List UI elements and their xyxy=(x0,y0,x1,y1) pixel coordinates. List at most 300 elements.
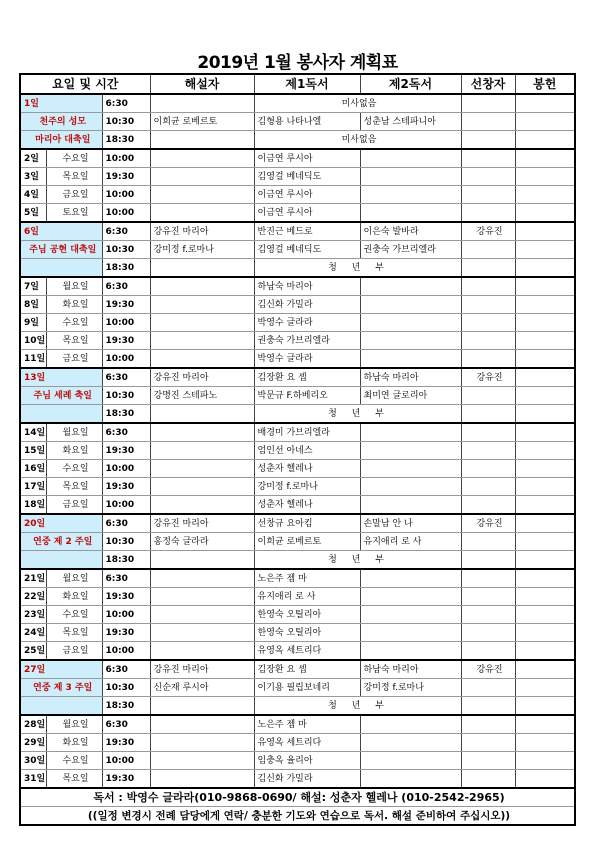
commentator-cell xyxy=(150,423,254,442)
reading2-cell: 최미연 글로리아 xyxy=(360,387,461,405)
mass-time: 18:30 xyxy=(102,405,150,424)
sunday-row xyxy=(20,679,575,697)
commentator-cell xyxy=(150,496,254,515)
reading2-cell xyxy=(360,296,461,314)
reading1-cell: 강미정 f.로마나 xyxy=(254,478,360,496)
mass-time: 6:30 xyxy=(102,660,150,679)
weekday-date: 16일 xyxy=(20,460,46,478)
cantor-cell xyxy=(461,442,515,460)
weekday-name: 목요일 xyxy=(46,332,102,350)
weekday-row xyxy=(20,149,575,168)
cantor-cell xyxy=(461,204,515,223)
commentator-cell: 이희균 로베르토 xyxy=(150,113,254,131)
cantor-cell xyxy=(461,588,515,606)
cantor-cell: 강유진 xyxy=(461,660,515,679)
sunday-feast-label: 주님 공현 대축일 xyxy=(20,241,102,259)
offertory-cell xyxy=(515,551,575,570)
weekday-date: 18일 xyxy=(20,496,46,515)
reading1-cell: 노은주 젬 마 xyxy=(254,569,360,588)
sunday-date: 27일 xyxy=(20,660,102,679)
cantor-cell xyxy=(461,496,515,515)
weekday-date: 11일 xyxy=(20,350,46,369)
sunday-row xyxy=(20,222,575,241)
offertory-cell xyxy=(515,734,575,752)
reading1-cell: 유영옥 세트리다 xyxy=(254,734,360,752)
reading2-cell: 하남숙 마리아 xyxy=(360,368,461,387)
header-time: 요일 및 시간 xyxy=(20,74,150,94)
reading1-cell: 권충숙 가브리엘라 xyxy=(254,332,360,350)
cantor-cell xyxy=(461,149,515,168)
reading2-cell xyxy=(360,606,461,624)
commentator-cell xyxy=(150,168,254,186)
mass-time: 6:30 xyxy=(102,368,150,387)
sunday-feast-label xyxy=(20,405,102,424)
sunday-date: 13일 xyxy=(20,368,102,387)
reading2-cell: 유지애리 로 사 xyxy=(360,533,461,551)
mass-time: 19:30 xyxy=(102,734,150,752)
header-reading2: 제2독서 xyxy=(360,74,461,94)
mass-time: 10:30 xyxy=(102,533,150,551)
weekday-date: 23일 xyxy=(20,606,46,624)
reading1-cell: 김영걸 베네딕도 xyxy=(254,241,360,259)
sunday-feast-label: 마리아 대축일 xyxy=(20,131,102,150)
weekday-row xyxy=(20,277,575,296)
mass-time: 19:30 xyxy=(102,442,150,460)
reading2-cell xyxy=(360,277,461,296)
weekday-name: 수요일 xyxy=(46,606,102,624)
reading2-cell xyxy=(360,314,461,332)
header-reading1: 제1독서 xyxy=(254,74,360,94)
cantor-cell xyxy=(461,332,515,350)
sunday-feast-label: 주님 세례 축일 xyxy=(20,387,102,405)
sunday-date: 20일 xyxy=(20,514,102,533)
weekday-date: 3일 xyxy=(20,168,46,186)
cantor-cell xyxy=(461,734,515,752)
reading2-cell xyxy=(360,752,461,770)
mass-time: 6:30 xyxy=(102,514,150,533)
offertory-cell xyxy=(515,186,575,204)
weekday-row xyxy=(20,423,575,442)
cantor-cell xyxy=(461,423,515,442)
reading1-cell: 유영옥 세트리다 xyxy=(254,642,360,661)
reading2-cell xyxy=(360,204,461,223)
reading1-cell: 유지애리 로 사 xyxy=(254,588,360,606)
commentator-cell xyxy=(150,460,254,478)
weekday-date: 10일 xyxy=(20,332,46,350)
sunday-row xyxy=(20,514,575,533)
weekday-row xyxy=(20,314,575,332)
weekday-name: 화요일 xyxy=(46,734,102,752)
mass-time: 10:30 xyxy=(102,679,150,697)
reading1-cell: 김영걸 베네딕도 xyxy=(254,168,360,186)
weekday-row xyxy=(20,496,575,515)
sunday-feast-label: 연중 제 2 주일 xyxy=(20,533,102,551)
weekday-date: 2일 xyxy=(20,149,46,168)
merged-note: 청 년 부 xyxy=(254,259,461,278)
reading2-cell xyxy=(360,770,461,789)
sunday-row xyxy=(20,131,575,150)
reading1-cell: 노은주 젬 마 xyxy=(254,715,360,734)
weekday-row xyxy=(20,350,575,369)
cantor-cell xyxy=(461,642,515,661)
sunday-row xyxy=(20,259,575,278)
mass-time: 6:30 xyxy=(102,715,150,734)
weekday-row xyxy=(20,460,575,478)
footer-contacts: 독서 : 박영수 글라라(010-9868-0690/ 해설: 성춘자 헬레나 (010-2542-2965) xyxy=(20,788,575,807)
mass-time: 19:30 xyxy=(102,588,150,606)
offertory-cell xyxy=(515,679,575,697)
cantor-cell xyxy=(461,277,515,296)
weekday-name: 월요일 xyxy=(46,569,102,588)
sunday-row xyxy=(20,94,575,113)
weekday-date: 15일 xyxy=(20,442,46,460)
commentator-cell xyxy=(150,296,254,314)
weekday-date: 17일 xyxy=(20,478,46,496)
cantor-cell xyxy=(461,131,515,150)
weekday-name: 월요일 xyxy=(46,423,102,442)
reading1-cell: 김장환 요 셉 xyxy=(254,368,360,387)
weekday-name: 금요일 xyxy=(46,350,102,369)
commentator-cell xyxy=(150,624,254,642)
commentator-cell: 강유진 마리아 xyxy=(150,660,254,679)
mass-time: 6:30 xyxy=(102,569,150,588)
reading1-cell: 김형용 나타나엘 xyxy=(254,113,360,131)
commentator-cell xyxy=(150,94,254,113)
cantor-cell xyxy=(461,241,515,259)
cantor-cell: 강유진 xyxy=(461,514,515,533)
offertory-cell xyxy=(515,660,575,679)
offertory-cell xyxy=(515,496,575,515)
weekday-row xyxy=(20,569,575,588)
cantor-cell xyxy=(461,752,515,770)
commentator-cell xyxy=(150,606,254,624)
weekday-date: 31일 xyxy=(20,770,46,789)
offertory-cell xyxy=(515,533,575,551)
mass-time: 19:30 xyxy=(102,624,150,642)
sunday-feast-label xyxy=(20,551,102,570)
mass-time: 10:00 xyxy=(102,642,150,661)
offertory-cell xyxy=(515,241,575,259)
mass-time: 10:00 xyxy=(102,314,150,332)
footer-row-notice xyxy=(20,807,575,826)
offertory-cell xyxy=(515,423,575,442)
reading1-cell: 하남숙 마리아 xyxy=(254,277,360,296)
merged-note: 미사없음 xyxy=(254,94,461,113)
sunday-feast-label: 연중 제 3 주일 xyxy=(20,679,102,697)
commentator-cell xyxy=(150,697,254,716)
reading1-cell: 임충옥 율리아 xyxy=(254,752,360,770)
mass-time: 10:00 xyxy=(102,752,150,770)
reading2-cell xyxy=(360,168,461,186)
cantor-cell xyxy=(461,314,515,332)
reading2-cell xyxy=(360,569,461,588)
offertory-cell xyxy=(515,606,575,624)
weekday-name: 금요일 xyxy=(46,496,102,515)
weekday-name: 화요일 xyxy=(46,442,102,460)
weekday-row xyxy=(20,296,575,314)
offertory-cell xyxy=(515,697,575,716)
cantor-cell xyxy=(461,405,515,424)
mass-time: 19:30 xyxy=(102,168,150,186)
reading2-cell xyxy=(360,624,461,642)
mass-time: 10:00 xyxy=(102,606,150,624)
weekday-row xyxy=(20,752,575,770)
reading1-cell: 이희균 로베르토 xyxy=(254,533,360,551)
weekday-row xyxy=(20,186,575,204)
reading1-cell: 이기용 필립보네리 xyxy=(254,679,360,697)
reading1-cell: 김장환 요 셉 xyxy=(254,660,360,679)
weekday-name: 목요일 xyxy=(46,168,102,186)
reading1-cell: 이금연 루시아 xyxy=(254,149,360,168)
sunday-row xyxy=(20,241,575,259)
offertory-cell xyxy=(515,642,575,661)
mass-time: 18:30 xyxy=(102,259,150,278)
mass-time: 19:30 xyxy=(102,770,150,789)
cantor-cell xyxy=(461,113,515,131)
weekday-row xyxy=(20,734,575,752)
cantor-cell xyxy=(461,296,515,314)
reading2-cell xyxy=(360,442,461,460)
reading2-cell: 강미정 f.로마나 xyxy=(360,679,461,697)
mass-time: 19:30 xyxy=(102,332,150,350)
reading2-cell xyxy=(360,186,461,204)
commentator-cell xyxy=(150,277,254,296)
offertory-cell xyxy=(515,94,575,113)
cantor-cell xyxy=(461,569,515,588)
mass-time: 18:30 xyxy=(102,551,150,570)
commentator-cell xyxy=(150,149,254,168)
weekday-row xyxy=(20,204,575,223)
offertory-cell xyxy=(515,460,575,478)
offertory-cell xyxy=(515,387,575,405)
reading1-cell: 이금연 루시아 xyxy=(254,186,360,204)
offertory-cell xyxy=(515,259,575,278)
sunday-feast-label: 천주의 성모 xyxy=(20,113,102,131)
weekday-name: 목요일 xyxy=(46,770,102,789)
offertory-cell xyxy=(515,168,575,186)
commentator-cell xyxy=(150,770,254,789)
reading1-cell: 박영수 글라라 xyxy=(254,314,360,332)
mass-time: 10:00 xyxy=(102,204,150,223)
reading2-cell xyxy=(360,332,461,350)
commentator-cell xyxy=(150,569,254,588)
mass-time: 18:30 xyxy=(102,131,150,150)
commentator-cell xyxy=(150,405,254,424)
commentator-cell: 홍정숙 글라라 xyxy=(150,533,254,551)
reading2-cell xyxy=(360,734,461,752)
reading2-cell xyxy=(360,149,461,168)
weekday-date: 5일 xyxy=(20,204,46,223)
commentator-cell: 신순재 루시아 xyxy=(150,679,254,697)
reading2-cell xyxy=(360,496,461,515)
offertory-cell xyxy=(515,149,575,168)
cantor-cell xyxy=(461,259,515,278)
weekday-name: 화요일 xyxy=(46,588,102,606)
commentator-cell: 강유진 마리아 xyxy=(150,368,254,387)
commentator-cell xyxy=(150,551,254,570)
weekday-date: 25일 xyxy=(20,642,46,661)
commentator-cell xyxy=(150,442,254,460)
reading1-cell: 김신화 가밀라 xyxy=(254,770,360,789)
weekday-date: 28일 xyxy=(20,715,46,734)
commentator-cell xyxy=(150,131,254,150)
merged-note: 청 년 부 xyxy=(254,405,461,424)
sunday-feast-label xyxy=(20,697,102,716)
weekday-row xyxy=(20,168,575,186)
weekday-name: 수요일 xyxy=(46,314,102,332)
offertory-cell xyxy=(515,222,575,241)
offertory-cell xyxy=(515,624,575,642)
weekday-name: 수요일 xyxy=(46,149,102,168)
offertory-cell xyxy=(515,752,575,770)
cantor-cell xyxy=(461,186,515,204)
weekday-date: 24일 xyxy=(20,624,46,642)
offertory-cell xyxy=(515,296,575,314)
commentator-cell xyxy=(150,259,254,278)
header-row xyxy=(20,74,575,94)
cantor-cell xyxy=(461,624,515,642)
weekday-name: 토요일 xyxy=(46,204,102,223)
weekday-date: 7일 xyxy=(20,277,46,296)
reading1-cell: 엄인선 아네스 xyxy=(254,442,360,460)
weekday-date: 8일 xyxy=(20,296,46,314)
weekday-row xyxy=(20,642,575,661)
reading1-cell: 박문규 F.하베리오 xyxy=(254,387,360,405)
weekday-date: 22일 xyxy=(20,588,46,606)
reading2-cell xyxy=(360,350,461,369)
reading1-cell: 배경미 가브리엘라 xyxy=(254,423,360,442)
offertory-cell xyxy=(515,204,575,223)
offertory-cell xyxy=(515,332,575,350)
commentator-cell: 강명진 스테파노 xyxy=(150,387,254,405)
weekday-date: 21일 xyxy=(20,569,46,588)
cantor-cell xyxy=(461,460,515,478)
page-title: 2019년 1월 봉사자 계획표 xyxy=(197,53,398,73)
commentator-cell: 강미정 f.로마나 xyxy=(150,241,254,259)
sunday-date: 1일 xyxy=(20,94,102,113)
footer-notice: ((일정 변경시 전례 담당에게 연락/ 충분한 기도와 연습으로 독서. 해설 준비하여 주십시오)) xyxy=(20,807,575,826)
offertory-cell xyxy=(515,770,575,789)
commentator-cell xyxy=(150,332,254,350)
weekday-name: 금요일 xyxy=(46,186,102,204)
reading2-cell xyxy=(360,642,461,661)
offertory-cell xyxy=(515,478,575,496)
mass-time: 18:30 xyxy=(102,697,150,716)
cantor-cell xyxy=(461,551,515,570)
sunday-feast-label xyxy=(20,259,102,278)
weekday-name: 금요일 xyxy=(46,642,102,661)
reading1-cell: 박영수 글라라 xyxy=(254,350,360,369)
commentator-cell: 강유진 마리아 xyxy=(150,514,254,533)
weekday-name: 화요일 xyxy=(46,296,102,314)
merged-note: 미사없음 xyxy=(254,131,461,150)
commentator-cell xyxy=(150,314,254,332)
cantor-cell xyxy=(461,533,515,551)
mass-time: 6:30 xyxy=(102,423,150,442)
cantor-cell xyxy=(461,715,515,734)
cantor-cell xyxy=(461,94,515,113)
cantor-cell xyxy=(461,606,515,624)
mass-time: 19:30 xyxy=(102,296,150,314)
offertory-cell xyxy=(515,314,575,332)
reading2-cell: 하남숙 마리아 xyxy=(360,660,461,679)
weekday-name: 월요일 xyxy=(46,715,102,734)
footer-row-contacts xyxy=(20,788,575,807)
merged-note: 청 년 부 xyxy=(254,697,461,716)
reading1-cell: 성춘자 헬레나 xyxy=(254,496,360,515)
weekday-name: 목요일 xyxy=(46,478,102,496)
offertory-cell xyxy=(515,569,575,588)
weekday-name: 수요일 xyxy=(46,460,102,478)
offertory-cell xyxy=(515,588,575,606)
commentator-cell xyxy=(150,588,254,606)
commentator-cell xyxy=(150,478,254,496)
weekday-row xyxy=(20,715,575,734)
cantor-cell: 강유진 xyxy=(461,368,515,387)
reading2-cell xyxy=(360,423,461,442)
commentator-cell xyxy=(150,734,254,752)
commentator-cell xyxy=(150,186,254,204)
weekday-date: 4일 xyxy=(20,186,46,204)
cantor-cell xyxy=(461,697,515,716)
sunday-row xyxy=(20,405,575,424)
reading2-cell: 손말남 안 나 xyxy=(360,514,461,533)
weekday-date: 30일 xyxy=(20,752,46,770)
commentator-cell xyxy=(150,204,254,223)
offertory-cell xyxy=(515,131,575,150)
commentator-cell xyxy=(150,642,254,661)
weekday-row xyxy=(20,624,575,642)
sunday-row xyxy=(20,660,575,679)
sunday-date: 6일 xyxy=(20,222,102,241)
commentator-cell: 강유진 마리아 xyxy=(150,222,254,241)
weekday-row xyxy=(20,606,575,624)
weekday-name: 월요일 xyxy=(46,277,102,296)
weekday-name: 수요일 xyxy=(46,752,102,770)
mass-time: 10:30 xyxy=(102,387,150,405)
weekday-date: 29일 xyxy=(20,734,46,752)
sunday-row xyxy=(20,113,575,131)
mass-time: 10:30 xyxy=(102,241,150,259)
mass-time: 10:00 xyxy=(102,186,150,204)
commentator-cell xyxy=(150,350,254,369)
reading1-cell: 이금연 루시아 xyxy=(254,204,360,223)
reading1-cell: 한영숙 오틸리아 xyxy=(254,624,360,642)
cantor-cell: 강유진 xyxy=(461,222,515,241)
reading2-cell: 성춘남 스테파니아 xyxy=(360,113,461,131)
weekday-date: 14일 xyxy=(20,423,46,442)
cantor-cell xyxy=(461,679,515,697)
mass-time: 10:00 xyxy=(102,496,150,515)
weekday-row xyxy=(20,442,575,460)
schedule-table xyxy=(19,73,576,826)
sunday-row xyxy=(20,387,575,405)
reading1-cell: 김신화 가밀라 xyxy=(254,296,360,314)
weekday-row xyxy=(20,588,575,606)
offertory-cell xyxy=(515,442,575,460)
commentator-cell xyxy=(150,752,254,770)
cantor-cell xyxy=(461,770,515,789)
mass-time: 10:00 xyxy=(102,460,150,478)
offertory-cell xyxy=(515,405,575,424)
reading1-cell: 성춘자 헬레나 xyxy=(254,460,360,478)
reading2-cell: 권충숙 가브리엘라 xyxy=(360,241,461,259)
reading2-cell xyxy=(360,588,461,606)
weekday-row xyxy=(20,478,575,496)
commentator-cell xyxy=(150,715,254,734)
reading1-cell: 선창규 요아킴 xyxy=(254,514,360,533)
cantor-cell xyxy=(461,478,515,496)
